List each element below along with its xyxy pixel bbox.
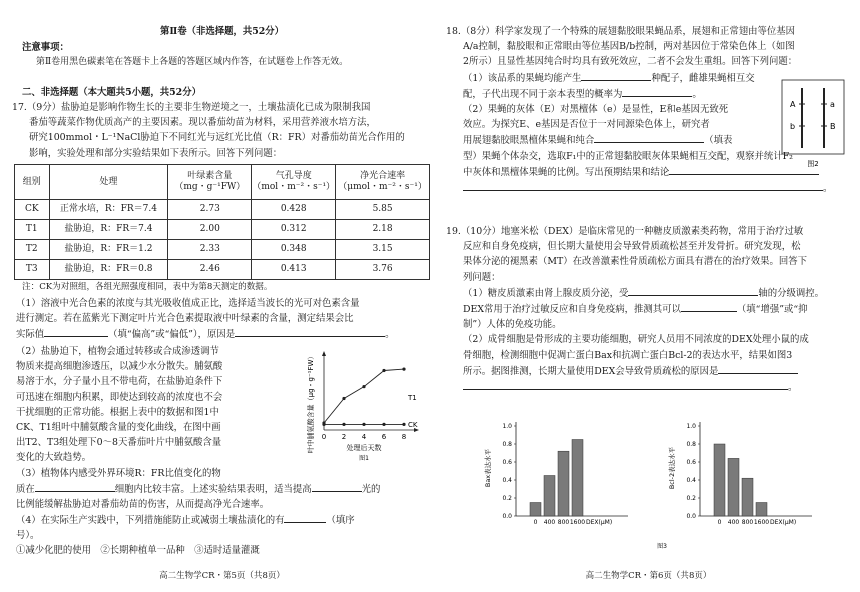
q17-line: 番茄等蔬菜作物优质高产的主要因素。现以番茄幼苗为材料，采用营养液水培方法， xyxy=(29,117,376,129)
notice-title: 注意事项： xyxy=(22,42,69,53)
fig3-ytick: 0.2 xyxy=(686,495,696,502)
fig3-bar xyxy=(742,478,753,516)
fig3-ytick: 0.0 xyxy=(502,513,512,520)
answer-blank[interactable] xyxy=(581,70,651,81)
fig3-bar xyxy=(544,476,555,517)
section-title: 第Ⅱ卷（非选择题，共52分） xyxy=(159,26,285,37)
fig1-point-T1 xyxy=(342,397,345,400)
q18-stem: 18.（8分）科学家发现了一个特殊的展翅黏胶眼果蝇品系，展翅和正常翅由等位基因 A/a控制，黏胶眼和正常眼由等位基因B/b控制，两对基因位于常染色体上（如图 2所示）且显性基因纯合时均具有致死效应，二者不会发生重组。回答下列问题： （1）该品系的果蝇均能产生 种配子，雌雄果蝇相互交 配，子代出现不同于亲本表型的概率为 。 （2）果蝇的灰体（E）对黑檀体（e）是显性，E和e基因无致死 效应。为探究E、e基因是否位于一对同源染色体上，研究者 用展翅黏胶眼黑檀体果蝇和纯合 （填表 型）果蝇个体杂交，选取F₁中的正常翅黏胶眼灰体果蝇相互交配，观察并统计F₂ 中灰体和黑檀体果蝇的比例。写出预期结果和结论 。 xyxy=(446,26,833,195)
fig3-bcl2-chart xyxy=(667,422,812,526)
q17-line: 17.（9分）盐胁迫是影响作物生长的主要非生物逆境之一，土壤盐渍化已成为限制我国 xyxy=(12,102,371,113)
answer-blank[interactable] xyxy=(463,180,823,191)
fig3-xtick: 1600 xyxy=(753,519,770,526)
table-header: 气孔导度 （mol・m⁻²・s⁻¹） xyxy=(252,165,336,200)
fig3-xtick: 400 xyxy=(727,519,740,526)
fig3-ylabel: Bax表达水平 xyxy=(484,448,492,488)
table-row: T2 盐胁迫，R：FR＝1.2 2.33 0.348 3.15 xyxy=(15,240,430,260)
table-header: 叶绿素含量 （mg・g⁻¹FW） xyxy=(168,165,252,200)
fig1-xtick: 2 xyxy=(341,433,347,441)
answer-blank[interactable] xyxy=(622,86,692,97)
answer-blank[interactable] xyxy=(35,481,115,492)
answer-blank[interactable] xyxy=(463,379,788,390)
fig2-label: B xyxy=(830,122,836,131)
fig3-xlabel: DEX(μM) xyxy=(770,519,797,526)
fig2-caption: 图2 xyxy=(807,160,819,168)
fig3-ytick: 0.6 xyxy=(686,459,696,466)
q17-part3: （3）植物体内感受外界环境R：FR比值变化的物 质在 细胞内比较丰富。上述实验结果表明，适当提高 光的 比例能缓解盐胁迫对番茄幼苗的伤害，从而提高净光合速率。 xyxy=(16,468,381,511)
fig1-line-T1 xyxy=(324,369,404,423)
fig1-xlabel: 处理后天数 xyxy=(346,444,382,452)
q17-part1: （1）溶液中光合色素的浓度与其光吸收值成正比，选择适当波长的光可对色素含量 进行测定。若在蓝紫光下测定叶片光合色素提取液中叶绿素的含量，测定结果会比 实际值 （填“偏高”或“偏低”），原因是 。 xyxy=(16,298,395,341)
fig2-frame xyxy=(782,80,844,154)
fig1-xtick: 0 xyxy=(321,433,327,441)
table-row: T3 盐胁迫，R：FR＝0.8 2.46 0.413 3.76 xyxy=(15,260,430,280)
fig3-xtick: 800 xyxy=(741,519,754,526)
answer-blank[interactable] xyxy=(718,363,798,374)
table-header: 净光合速率 （μmol・m⁻²・s⁻¹） xyxy=(336,165,430,200)
fig3-xtick: 1600 xyxy=(569,519,586,526)
fig3-bar xyxy=(714,444,725,516)
fig1-point-CK xyxy=(362,423,365,426)
fig3-bar xyxy=(530,503,541,517)
answer-blank[interactable] xyxy=(628,285,758,296)
q17-stem xyxy=(12,100,432,161)
answer-blank[interactable] xyxy=(235,326,385,337)
answer-blank[interactable] xyxy=(681,301,737,312)
fig3-xlabel: DEX(μM) xyxy=(586,519,613,526)
part-title: 二、非选择题（本大题共5小题，共52分） xyxy=(22,87,201,98)
fig1-point-T1 xyxy=(402,368,405,371)
fig1-marks xyxy=(322,368,405,427)
fig3-ytick: 0.8 xyxy=(686,441,696,448)
fig1-point-CK xyxy=(342,423,345,426)
fig3-bar xyxy=(572,440,583,517)
fig3-ytick: 0.8 xyxy=(502,441,512,448)
answer-blank[interactable] xyxy=(594,132,704,143)
fig3-xtick: 800 xyxy=(557,519,570,526)
fig1-point-CK xyxy=(382,423,385,426)
notice-body: 第Ⅱ卷用黑色碳素笔在答题卡上各题的答题区域内作答，在试题卷上作答无效。 xyxy=(36,57,349,67)
table-header: 组别 xyxy=(15,165,50,200)
answer-blank[interactable] xyxy=(312,481,362,492)
table-note: 注：CK为对照组，各组光照强度相同，表中为第8天测定的数据。 xyxy=(22,282,273,292)
fig3-bax-chart xyxy=(483,422,628,526)
fig3-xtick: 0 xyxy=(717,519,722,526)
results-table xyxy=(14,164,430,280)
fig3-bar xyxy=(756,503,767,517)
q17-part2: （2）盐胁迫下，植物会通过转移或合成渗透调节 物质来提高细胞渗透压，以减少水分散失。脯氨酸 易溶于水，分子量小且不带电荷，在盐胁迫条件下 可迅速在细胞内积累，即使达到较高的浓度也不会 干扰细胞的正常功能。根据上表中的数据和图1中 CK、T1组叶中脯氨酸含量的变化曲线，在图中画 出T2、T3组处理下0～8天番茄叶片中脯氨酸含量 变化的大致趋势。 xyxy=(16,346,223,464)
page-footer-left: 高二生物学CR・第5页（共8页） xyxy=(159,571,285,581)
fig1-xtick: 8 xyxy=(401,433,407,441)
fig3-bar xyxy=(728,458,739,516)
fig1-xtick: 4 xyxy=(361,433,367,441)
fig3-ylabel: Bcl-2表达水平 xyxy=(668,446,676,490)
fig2-label: b xyxy=(790,122,796,131)
left-page xyxy=(12,0,432,592)
fig1-point-CK xyxy=(322,423,325,426)
figure-2-chromosomes xyxy=(780,78,848,170)
fig3-ytick: 1.0 xyxy=(686,423,696,430)
fig1-point-CK xyxy=(402,423,405,426)
fig3-xtick: 0 xyxy=(533,519,538,526)
page-footer-right: 高二生物学CR・第6页（共8页） xyxy=(585,571,712,581)
fig3-xtick: 400 xyxy=(543,519,556,526)
q17-line: 影响，实验处理和部分实验结果如下表所示。回答下列问题： xyxy=(29,147,283,159)
right-page xyxy=(446,0,851,592)
fig3-bar xyxy=(558,451,569,516)
fig1-series-label-t1: T1 xyxy=(408,394,417,402)
fig3-ytick: 1.0 xyxy=(502,423,512,430)
fig3-ytick: 0.2 xyxy=(502,495,512,502)
q17-part4: （4）在实际生产实践中，下列措施能防止或减弱土壤盐渍化的有 （填序 号）。 ①减少化肥的使用 ②长期种植单一品种 ③适时适量灌溉 xyxy=(16,512,432,559)
fig3-ytick: 0.6 xyxy=(502,459,512,466)
fig3-ytick: 0.4 xyxy=(502,477,512,484)
fig1-point-T1 xyxy=(362,385,365,388)
table-row: CK 正常水培，R：FR＝7.4 2.73 0.428 5.85 xyxy=(15,200,430,220)
fig3-ytick: 0.0 xyxy=(686,513,696,520)
table-row: T1 盐胁迫，R：FR＝7.4 2.00 0.312 2.18 xyxy=(15,220,430,240)
fig1-point-T1 xyxy=(382,369,385,372)
q19-stem: 19.（10分）地塞米松（DEX）是临床常见的一种糖皮质激素类药物，常用于治疗过敏 反应和自身免疫病，但长期大量使用会导致骨质疏松甚至并发骨折。研究发现，松 果体分泌的褪黑素（MT）在改善激素性骨质疏松方面具有潜在的治疗效果。回答下 列问题： （1）糖皮质激素由肾上腺皮质分泌，受 轴的分级调控。 DEX常用于治疗过敏反应和自身免疫病，推测其可以 （填“增强”或“抑 制”）人体的免疫功能。 （2）成骨细胞是骨形成的主要功能细胞，研究人员用不同浓度的DEX处理小鼠的成 骨细胞，检测细胞中促凋亡蛋白Bax和抗凋亡蛋白Bcl-2的表达水平，结果如图3 所示。据图推测，长期大量使用DEX会导致骨质疏松的原因是 。 xyxy=(446,226,824,394)
fig3-ytick: 0.4 xyxy=(686,477,696,484)
q17-line: 研究100mmol・L⁻¹NaCl胁迫下不同红光与远红光比值（R：FR）对番茄幼苗光合作用的 xyxy=(29,132,405,144)
answer-blank[interactable] xyxy=(44,326,108,337)
fig3-caption: 图3 xyxy=(657,543,667,550)
fig2-label: a xyxy=(830,100,835,109)
figure-3-bar-charts xyxy=(482,418,842,552)
answer-blank[interactable] xyxy=(284,512,326,523)
fig1-ylabel: 叶中脯氨酸含量（μg・g⁻¹FW） xyxy=(307,352,315,454)
table-header: 处理 xyxy=(49,165,168,200)
fig1-series-label-ck: CK xyxy=(408,421,418,429)
fig1-caption: 图1 xyxy=(359,455,369,462)
fig1-xtick: 6 xyxy=(381,433,387,441)
figure-1-line-chart xyxy=(304,348,432,464)
fig2-label: A xyxy=(790,100,796,109)
